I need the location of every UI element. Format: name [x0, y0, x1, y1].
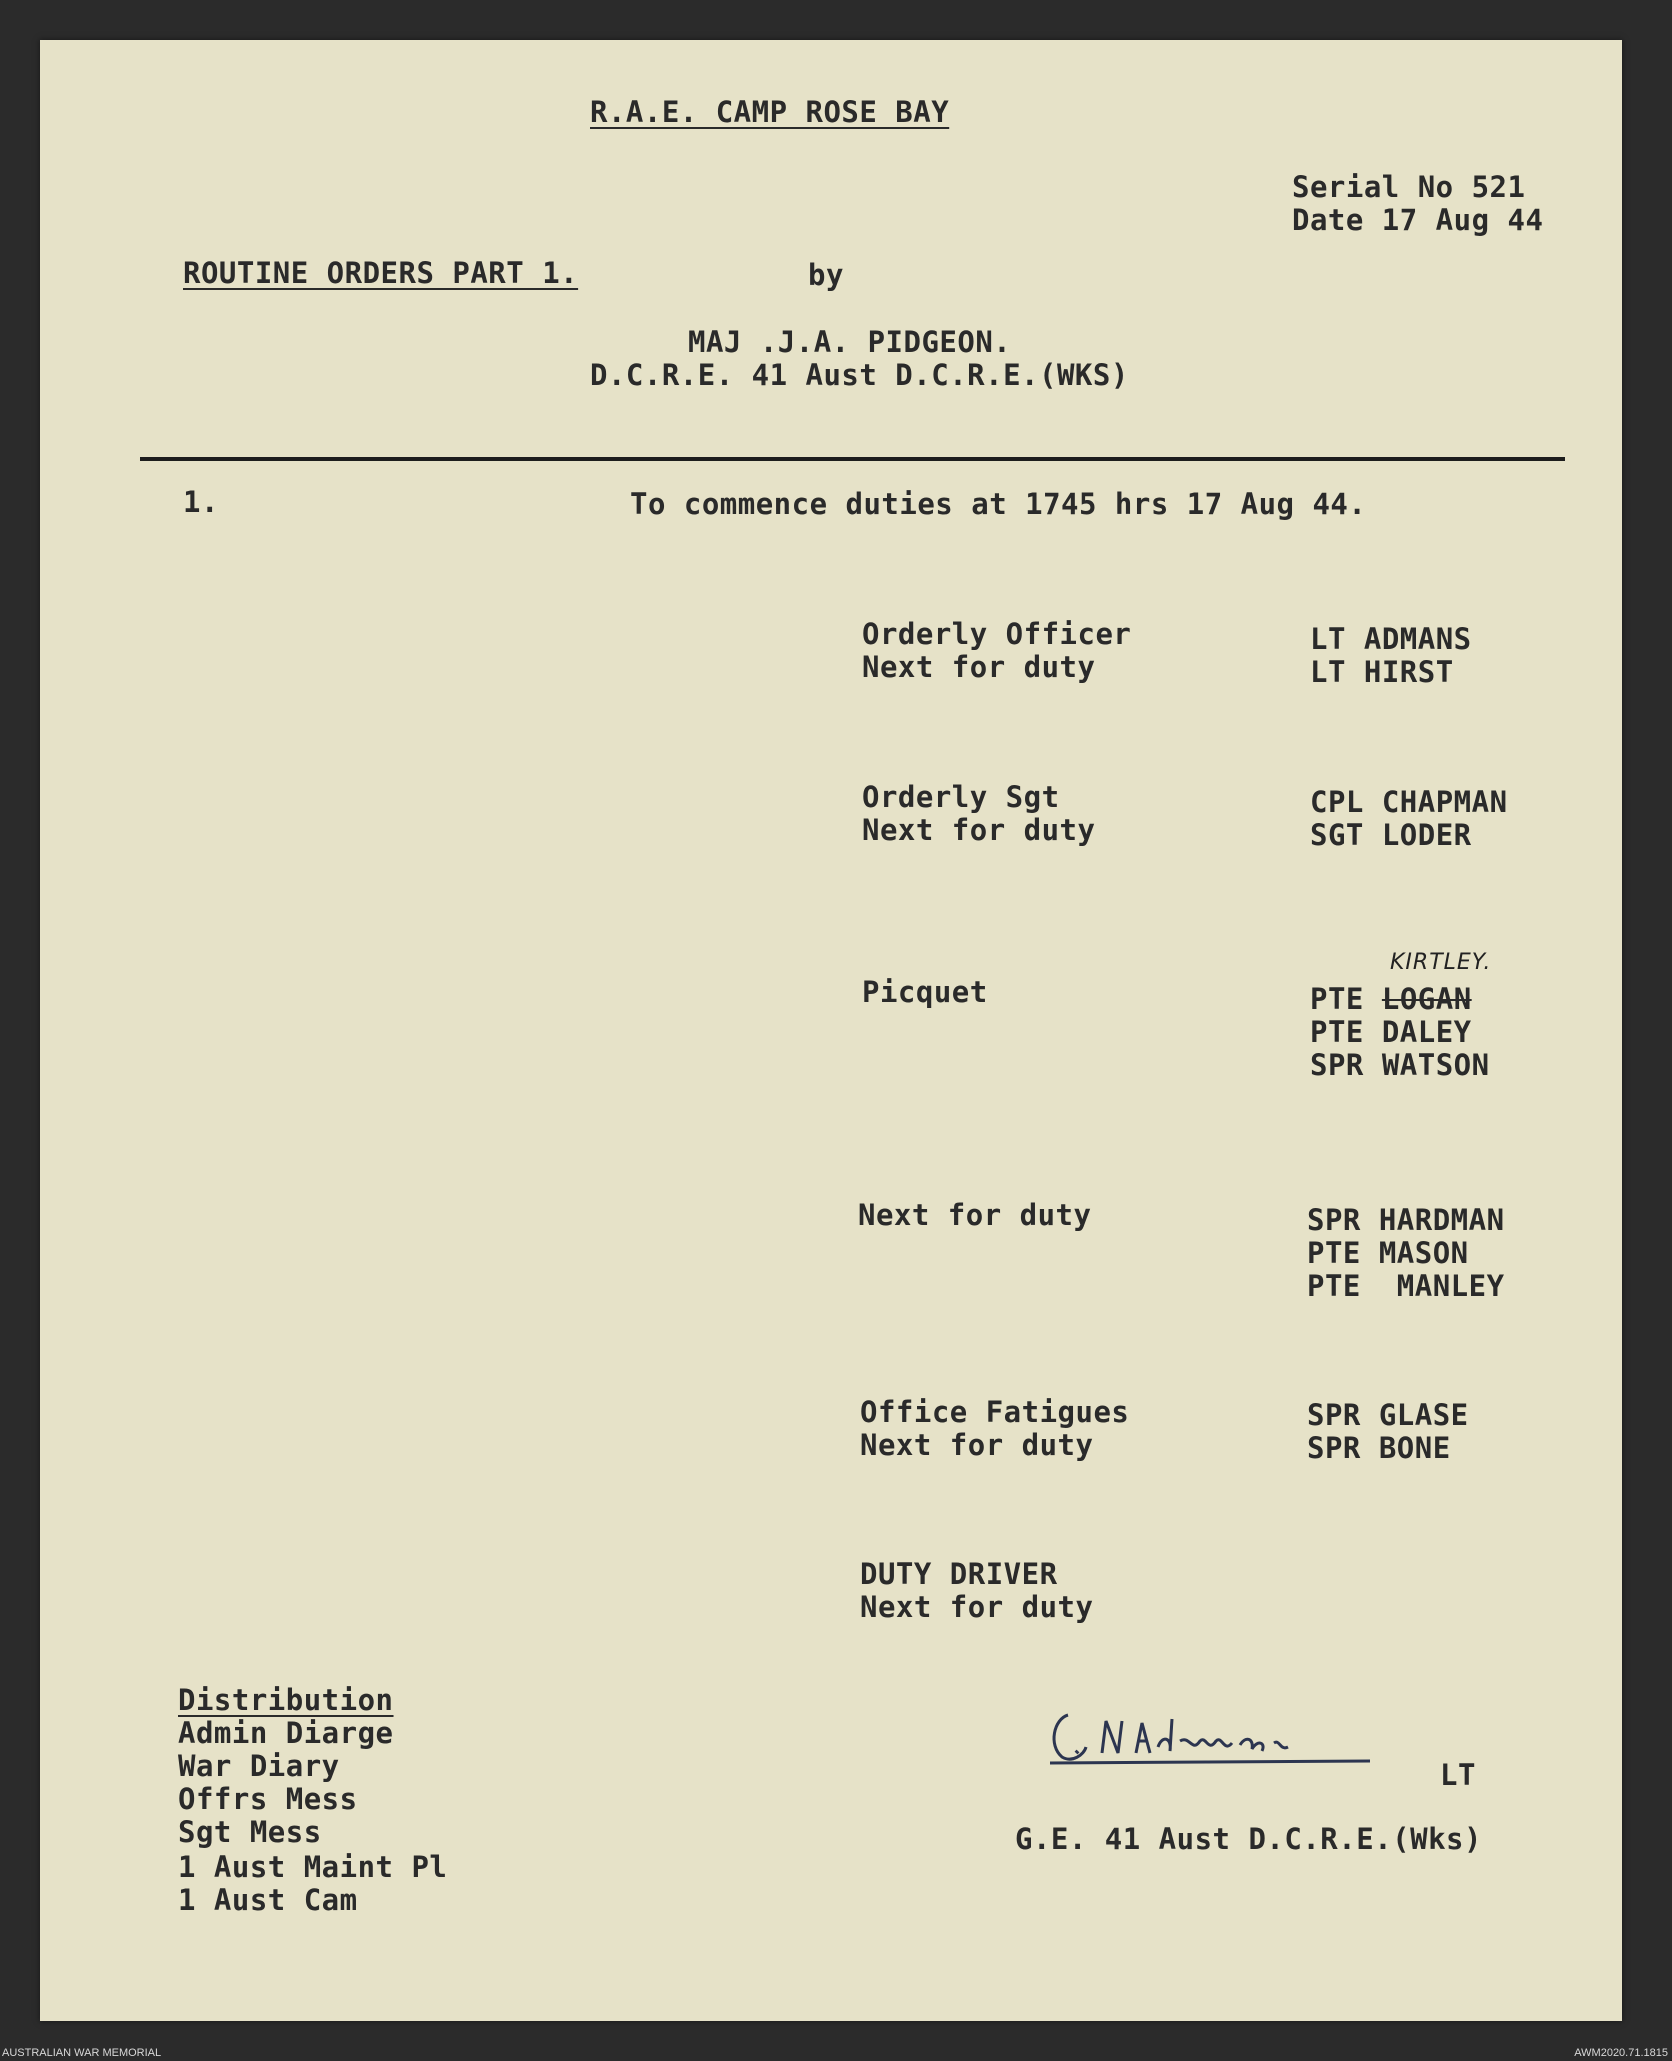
item-text: To commence duties at 1745 hrs 17 Aug 44. [630, 487, 1367, 521]
unit-title: R.A.E. CAMP ROSE BAY [590, 95, 950, 129]
duty-name: SPR WATSON [1310, 1048, 1490, 1082]
duty-name: PTE DALEY [1310, 1015, 1472, 1049]
by-label: by [808, 258, 844, 292]
struck-name: LOGAN [1381, 982, 1472, 1016]
issuing-unit: D.C.R.E. 41 Aust D.C.R.E.(WKS) [590, 358, 1129, 392]
distribution-item: Sgt Mess [178, 1815, 322, 1849]
duty-name: LT HIRST [1310, 655, 1454, 689]
duty-role: Orderly Officer [862, 617, 1132, 651]
duty-name: PTE LOGAN [1310, 982, 1472, 1016]
duty-role: Office Fatigues [860, 1395, 1130, 1429]
signatory-title: G.E. 41 Aust D.C.R.E.(Wks) [1015, 1822, 1482, 1856]
distribution-item: 1 Aust Cam [178, 1883, 358, 1917]
archive-credit: AUSTRALIAN WAR MEMORIAL [2, 2047, 162, 2059]
distribution-item: 1 Aust Maint Pl [178, 1850, 448, 1884]
handwritten-signature [1040, 1705, 1440, 1775]
duty-name: SPR HARDMAN [1307, 1203, 1505, 1237]
duty-role: Next for duty [862, 650, 1096, 684]
duty-name: SPR BONE [1307, 1431, 1451, 1465]
duty-role: Next for duty [862, 813, 1096, 847]
signatory-rank: LT [1440, 1758, 1476, 1792]
distribution-item: War Diary [178, 1749, 340, 1783]
header-rule [140, 457, 1565, 461]
duty-name: LT ADMANS [1310, 622, 1472, 656]
order-date: Date 17 Aug 44 [1292, 203, 1544, 237]
duty-role: Next for duty [860, 1428, 1094, 1462]
handwritten-correction: KIRTLEY. [1390, 950, 1492, 975]
distribution-item: Admin Diarge [178, 1716, 394, 1750]
serial-number: Serial No 521 [1292, 170, 1526, 204]
distribution-heading: Distribution [178, 1683, 394, 1717]
duty-role: Picquet [862, 975, 988, 1009]
duty-role: Next for duty [860, 1590, 1094, 1624]
issuing-officer: MAJ .J.A. PIDGEON. [688, 325, 1012, 359]
distribution-item: Offrs Mess [178, 1782, 358, 1816]
duty-name: SPR GLASE [1307, 1398, 1469, 1432]
duty-name: CPL CHAPMAN [1310, 785, 1508, 819]
duty-name: SGT LODER [1310, 818, 1472, 852]
archive-reference: AWM2020.71.1815 [1574, 2047, 1668, 2059]
duty-role: Orderly Sgt [862, 780, 1060, 814]
duty-role: Next for duty [858, 1198, 1092, 1232]
duty-name: PTE MANLEY [1307, 1269, 1505, 1303]
item-number: 1. [183, 485, 219, 519]
duty-role: DUTY DRIVER [860, 1557, 1058, 1591]
duty-name: PTE MASON [1307, 1236, 1469, 1270]
orders-title: ROUTINE ORDERS PART 1. [183, 256, 579, 290]
